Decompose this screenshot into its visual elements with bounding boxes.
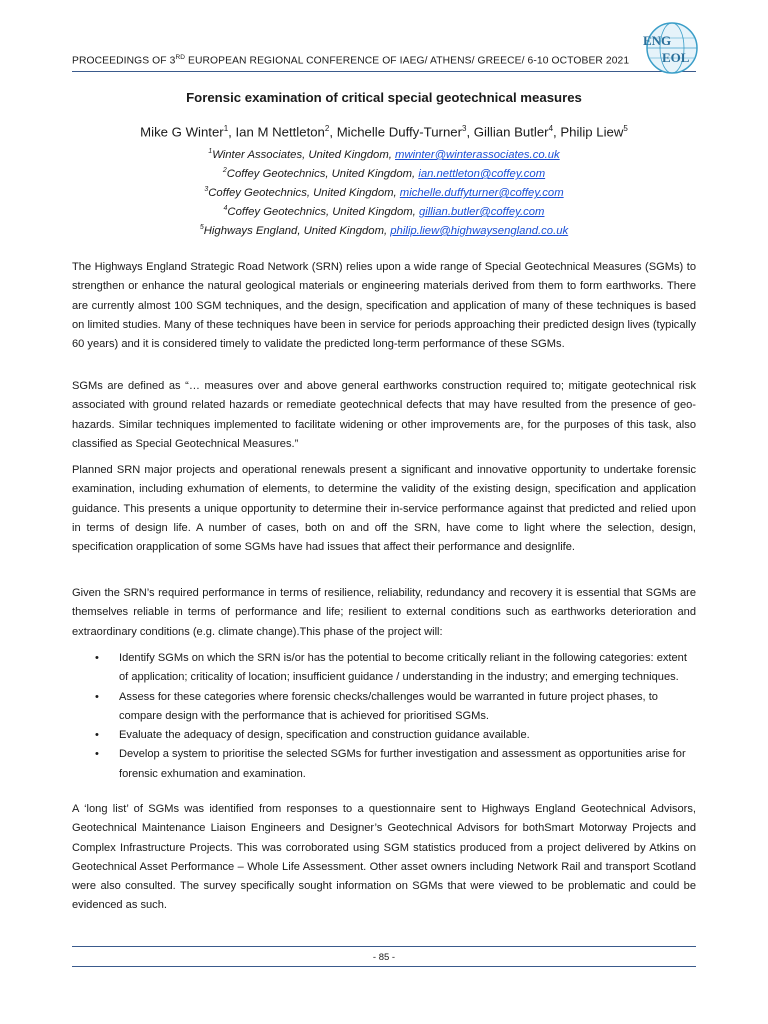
running-header: PROCEEDINGS OF 3RD EUROPEAN REGIONAL CONFERENCE OF IAEG/ ATHENS/ GREECE/ 6-10 OCTOBER 2021 [72, 54, 630, 67]
logo-text-top: ENG [643, 33, 672, 48]
footer-rule-bottom [72, 966, 696, 967]
affiliation: $^5$Highways England, United Kingdom, philip.liew@highwaysengland.co.uk [199, 224, 569, 237]
paper-title: Forensic examination of critical special geotechnical measures [186, 90, 582, 105]
email-link[interactable]: michelle.duffyturner@coffey.com [399, 186, 564, 199]
author: Philip Liew [560, 124, 624, 140]
email-link[interactable]: mwinter@winterassociates.co.uk [395, 148, 560, 161]
author-list: Mike G Winter$^1$, Ian M Nettleton$^2$, Michelle Duffy-Turner$^3$, Gillian Butler$^4$, Philip Liew$^5$ [140, 124, 628, 140]
objectives-list [72, 649, 696, 784]
header-rule [72, 71, 696, 72]
author: Gillian Butler [473, 124, 549, 140]
body-paragraph: A ‘long list’ of SGMs was identified from responses to a questionnaire sent to Highways England Geotechnical Advisors, Geotechnical Maintenance Liaison Engineers and Designer’s Geotechnical Advisors for bothSmart Motorway Projects and Complex Infrastructure Projects. This was corroborated using SGM statistics produced from a project delivered by Atkins on Geotechnical Asset Performance – Whole Life Assessment. Other asset owners including Network Rail and transport Scotland were also consulted. The survey specifically sought information on SGMs that were viewed to be problematic and could be evidenced as such. [72, 803, 696, 912]
page-number: - 85 - [372, 952, 396, 963]
logo-text-bottom: EOL [662, 50, 690, 65]
email-link[interactable]: ian.nettleton@coffey.com [418, 167, 546, 180]
body-paragraph: Planned SRN major projects and operational renewals present a significant and innovative opportunity to undertake forensic examination, including exhumation of elements, to determine the validity of the existing design, specification and application guidance. This presents a unique opportunity to determine their in-service performance against that predicted and relied upon in terms of design life. A number of cases, both on and off the SRN, have come to light where the selection, design, specification orapplication of some SGMs have had issues that affect their performance and designlife. [72, 464, 696, 554]
affiliation: $^1$Winter Associates, United Kingdom, mwinter@winterassociates.co.uk [208, 148, 560, 161]
affiliation: $^4$Coffey Geotechnics, United Kingdom, gillian.butler@coffey.com [223, 205, 545, 218]
footer-rule [72, 946, 696, 947]
author: Michelle Duffy-Turner [336, 124, 463, 140]
email-link[interactable]: gillian.butler@coffey.com [418, 205, 545, 218]
body-paragraph: Given the SRN’s required performance in terms of resilience, reliability, redundancy and recovery it is essential that SGMs are themselves reliable in terms of performance and life; resilient to external conditions such as earthworks deterioration and extraordinary conditions (e.g. climate change).This phase of the project will: [72, 587, 696, 638]
email-link[interactable]: philip.liew@highwaysengland.co.uk [390, 224, 569, 237]
list-item: • Assess for these categories where forensic checks/challenges would be warranted in future project phases, to compare design with the performance that is achieved for prioritised SGMs. [95, 690, 658, 722]
body-paragraph: SGMs are defined as “… measures over and above general earthworks construction required to; mitigate geotechnical risk associated with ground related hazards or remediate geotechnical defects that may have resulted from the presence of geo-hazards. Similar techniques implemented to facilitate widening or other improvements are, for the purposes of this task, also classified as Special Geotechnical Measures.” [72, 380, 696, 450]
list-item: • Identify SGMs on which the SRN is/or has the potential to become critically reliant in the following categories: extent of application; criticality of location; insufficient guidance / understanding in the industry; and emerging techniques. [95, 652, 687, 684]
engeol-logo [636, 20, 700, 76]
affiliation: $^2$Coffey Geotechnics, United Kingdom, ian.nettleton@coffey.com [222, 167, 546, 180]
list-item: • Evaluate the adequacy of design, specification and construction guidance available. [95, 729, 530, 742]
body-paragraph: The Highways England Strategic Road Network (SRN) relies upon a wide range of Special Geotechnical Measures (SGMs) to strengthen or enhance the natural geological materials or engineering materials derived from them to form earthworks. There are currently almost 100 SGM techniques, and the design, specification and application of many of these techniques is based on limited studies. Many of these techniques have been in service for periods approaching their predicted design lives (typically 60 years) and it is considered timely to validate the predicted long-term performance of these SGMs. [72, 261, 696, 351]
affiliation: $^3$Coffey Geotechnics, United Kingdom, michelle.duffyturner@coffey.com [204, 186, 564, 199]
author: Mike G Winter [140, 124, 224, 140]
list-item: • Develop a system to prioritise the selected SGMs for further investigation and assessment as opportunities arise for forensic exhumation and examination. [95, 748, 686, 780]
author: Ian M Nettleton [235, 124, 325, 140]
